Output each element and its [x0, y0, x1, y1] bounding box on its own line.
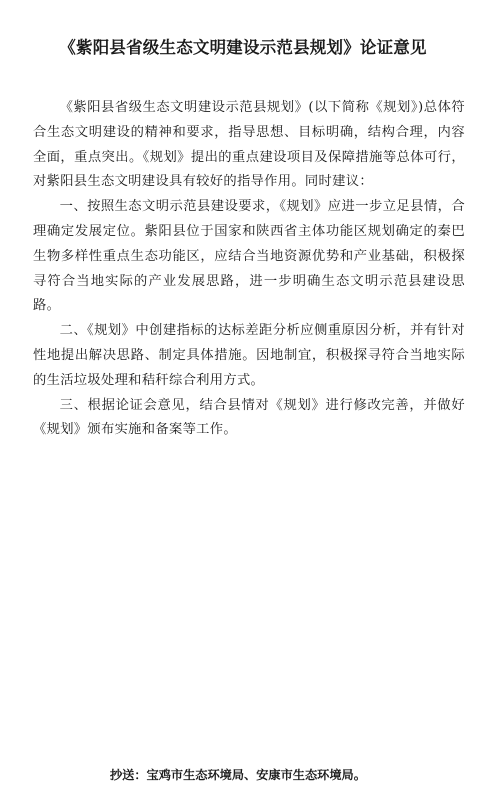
document-title: 《紫阳县省级生态文明建设示范县规划》论证意见 [59, 38, 427, 57]
document-body [33, 96, 465, 443]
paragraph-suggestion-2: 二、《规划》中创建指标的达标差距分析应侧重原因分析，并有针对性地提出解决思路、制定具体措施。因地制宜，积极探寻符合当地实际的生活垃圾处理和秸秆综合利用方式。 [33, 323, 465, 388]
paragraph-suggestion-1: 一、按照生态文明示范县建设要求，《规划》应进一步立足县情，合理确定发展定位。紫阳县位于国家和陕西省主体功能区规划确定的秦巴生物多样性重点生态功能区，应结合当地资源优势和产业基础，积极探寻符合当地实际的产业发展思路，进一步明确生态文明示范县建设思路。 [33, 199, 465, 314]
cc-line: 抄送：宝鸡市生态环境局、安康市生态环境局。 [110, 768, 366, 782]
paragraph-intro: 《紫阳县省级生态文明建设示范县规划》(以下简称《规划》)总体符合生态文明建设的精神和要求，指导思想、目标明确，结构合理，内容全面，重点突出。《规划》提出的重点建设项目及保障措施等总体可行，对紫阳县生态文明建设具有较好的指导作用。同时建议： [33, 100, 465, 190]
paragraph-suggestion-3: 三、根据论证会意见，结合县情对《规划》进行修改完善，并做好《规划》颁布实施和备案等工作。 [33, 397, 465, 438]
